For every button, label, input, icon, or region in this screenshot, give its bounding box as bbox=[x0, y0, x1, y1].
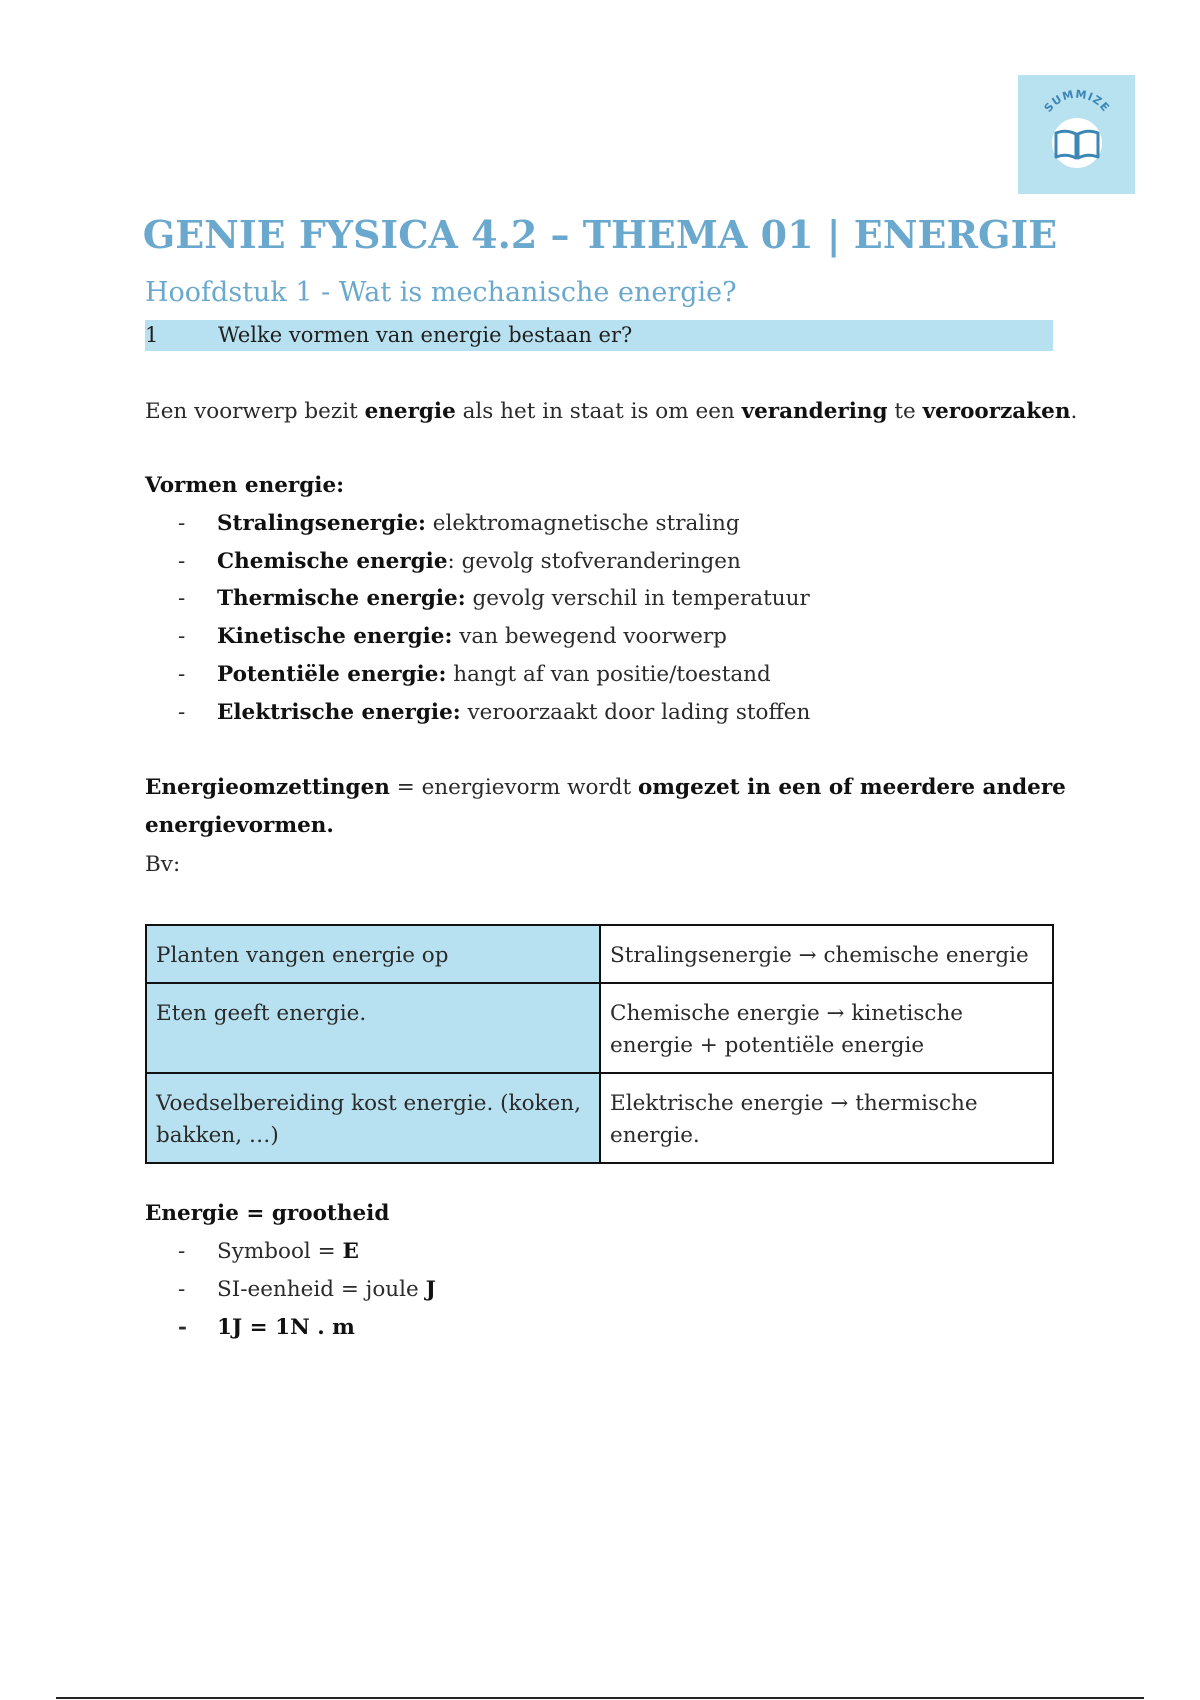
list-item: Elektrische energie: veroorzaakt door lading stoffen bbox=[217, 700, 811, 725]
conversions-definition-line2: energievormen. bbox=[145, 813, 334, 838]
logo-brand-text: SUMMIZE bbox=[1041, 87, 1113, 115]
energy-conversion-table bbox=[145, 924, 1054, 1164]
list-item: 1J = 1N . m bbox=[217, 1315, 355, 1340]
table-row bbox=[146, 1073, 1053, 1163]
list-bullet: - bbox=[178, 549, 186, 574]
list-item: Potentiële energie: hangt af van positie/toestand bbox=[217, 662, 771, 687]
section-title: Welke vormen van energie bestaan er? bbox=[218, 323, 633, 347]
table-cell: Planten vangen energie op bbox=[146, 925, 600, 983]
chapter-heading: Hoofdstuk 1 - Wat is mechanische energie? bbox=[145, 277, 737, 308]
list-item: Kinetische energie: van bewegend voorwerp bbox=[217, 624, 727, 649]
example-label: Bv: bbox=[145, 852, 181, 877]
section-heading-bar bbox=[145, 320, 1053, 351]
list-bullet: - bbox=[178, 1315, 187, 1340]
list-bullet: - bbox=[178, 624, 186, 649]
open-book-icon bbox=[1018, 75, 1135, 194]
forms-heading: Vormen energie: bbox=[145, 473, 345, 498]
conversions-definition: Energieomzettingen = energievorm wordt omgezet in een of meerdere andere bbox=[145, 775, 1066, 800]
table-cell: Eten geeft energie. bbox=[146, 983, 600, 1073]
table-row bbox=[146, 925, 1053, 983]
list-bullet: - bbox=[178, 1239, 186, 1264]
table-cell: Voedselbereiding kost energie. (koken, bakken, …) bbox=[146, 1073, 600, 1163]
quantity-heading: Energie = grootheid bbox=[145, 1201, 390, 1226]
intro-paragraph: Een voorwerp bezit energie als het in staat is om een verandering te veroorzaken. bbox=[145, 399, 1078, 424]
summize-logo bbox=[1018, 75, 1135, 194]
list-bullet: - bbox=[178, 700, 186, 725]
table-row bbox=[146, 983, 1053, 1073]
table-cell: Stralingsenergie → chemische energie bbox=[600, 925, 1053, 983]
list-item: Chemische energie: gevolg stofveranderingen bbox=[217, 549, 741, 574]
footer-divider bbox=[56, 1697, 1144, 1699]
list-item: Stralingsenergie: elektromagnetische straling bbox=[217, 511, 740, 536]
section-number: 1 bbox=[145, 323, 159, 347]
table-cell: Elektrische energie → thermische energie. bbox=[600, 1073, 1053, 1163]
list-item: Thermische energie: gevolg verschil in temperatuur bbox=[217, 586, 810, 611]
list-bullet: - bbox=[178, 1277, 186, 1302]
list-bullet: - bbox=[178, 662, 186, 687]
document-title: GENIE FYSICA 4.2 – THEMA 01 | ENERGIE bbox=[142, 212, 1058, 257]
list-bullet: - bbox=[178, 511, 186, 536]
list-bullet: - bbox=[178, 586, 186, 611]
list-item: SI-eenheid = joule J bbox=[217, 1277, 436, 1302]
table-cell: Chemische energie → kinetische energie + potentiële energie bbox=[600, 983, 1053, 1073]
list-item: Symbool = E bbox=[217, 1239, 359, 1264]
svg-text:SUMMIZE bbox=[1042, 88, 1113, 115]
